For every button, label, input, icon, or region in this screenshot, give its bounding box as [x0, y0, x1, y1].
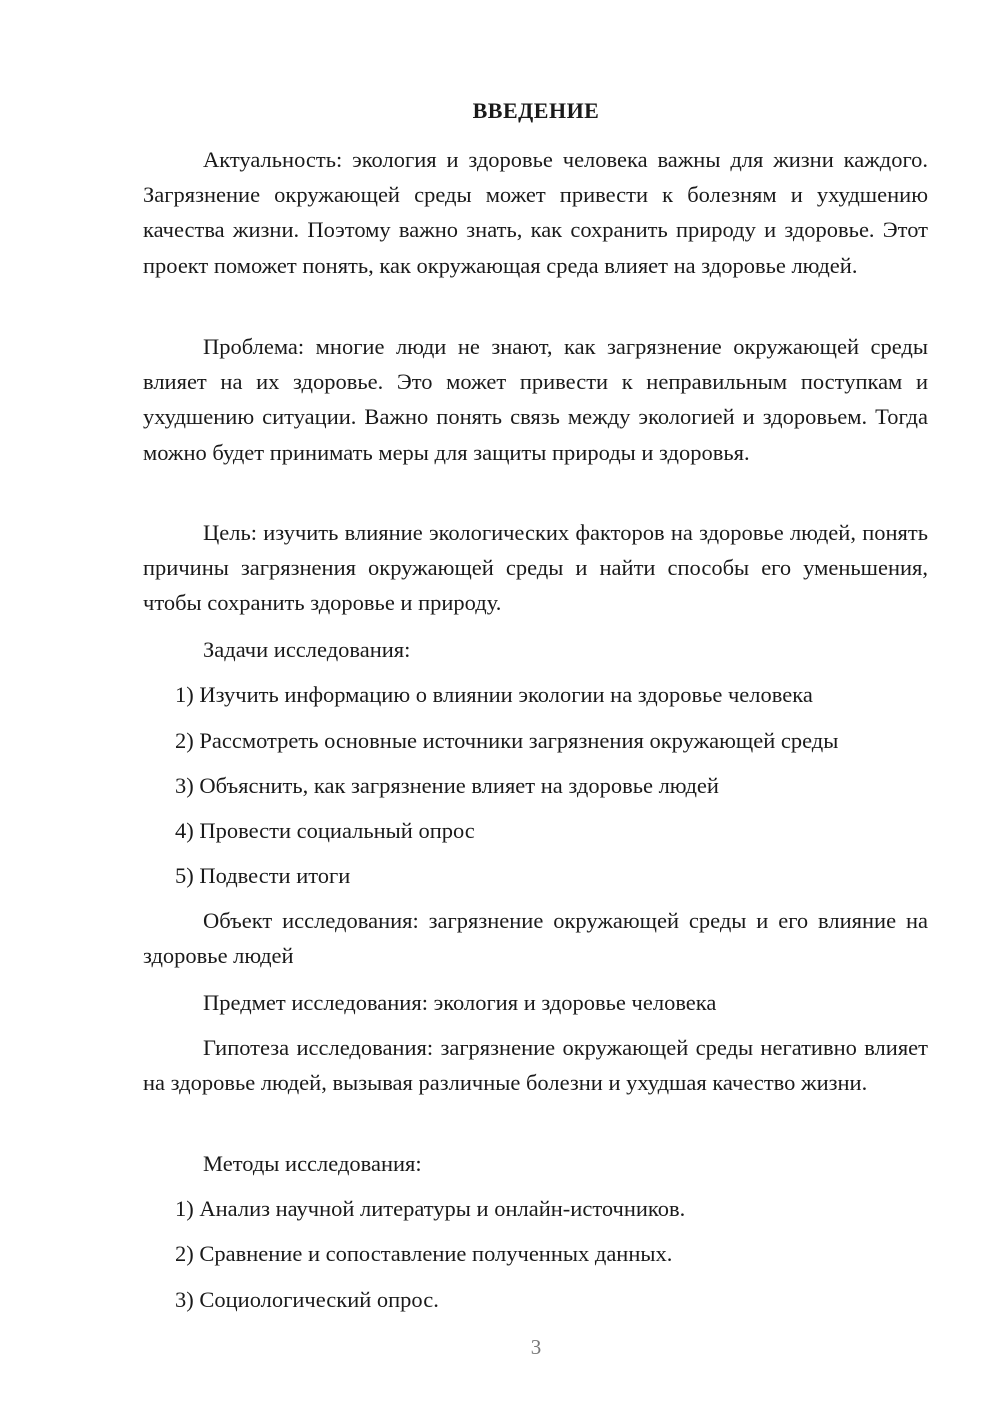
- goal-paragraph: Цель: изучить влияние экологических факторов на здоровье людей, понять причины загрязнения окружающей среды и найти способы его уменьшения, чтобы сохранить здоровье и природу.: [143, 520, 928, 616]
- task-item: 3) Объяснить, как загрязнение влияет на здоровье людей: [175, 773, 719, 798]
- hypothesis-paragraph: Гипотеза исследования: загрязнение окружающей среды негативно влияет на здоровье людей, вызывая различные болезни и ухудшая качество жизни.: [143, 1035, 928, 1096]
- method-item: 1) Анализ научной литературы и онлайн-источников.: [175, 1196, 686, 1221]
- object-paragraph: Объект исследования: загрязнение окружающей среды и его влияние на здоровье людей: [143, 908, 928, 969]
- subject-paragraph: Предмет исследования: экология и здоровье человека: [203, 990, 717, 1015]
- relevance-paragraph: Актуальность: экология и здоровье человека важны для жизни каждого. Загрязнение окружающей среды может привести к болезням и ухудшению качества жизни. Поэтому важно знать, как сохранить природу и здоровье. Этот проект поможет понять, как окружающая среда влияет на здоровье людей.: [143, 147, 928, 278]
- method-item: 2) Сравнение и сопоставление полученных данных.: [175, 1241, 673, 1266]
- task-item: 1) Изучить информацию о влиянии экологии на здоровье человека: [175, 682, 813, 707]
- method-item: 3) Социологический опрос.: [175, 1287, 439, 1312]
- tasks-heading: Задачи исследования:: [203, 637, 411, 662]
- methods-heading: Методы исследования:: [203, 1151, 422, 1176]
- task-item: 4) Провести социальный опрос: [175, 818, 475, 843]
- page-title: ВВЕДЕНИЕ: [472, 98, 600, 123]
- page-number: 3: [530, 1335, 542, 1359]
- task-item: 5) Подвести итоги: [175, 863, 351, 888]
- problem-paragraph: Проблема: многие люди не знают, как загрязнение окружающей среды влияет на их здоровье. Это может привести к неправильным поступкам и ухудшению ситуации. Важно понять связь между экологией и здоровьем. Тогда можно будет принимать меры для защиты природы и здоровья.: [143, 334, 928, 465]
- task-item: 2) Рассмотреть основные источники загрязнения окружающей среды: [175, 728, 839, 753]
